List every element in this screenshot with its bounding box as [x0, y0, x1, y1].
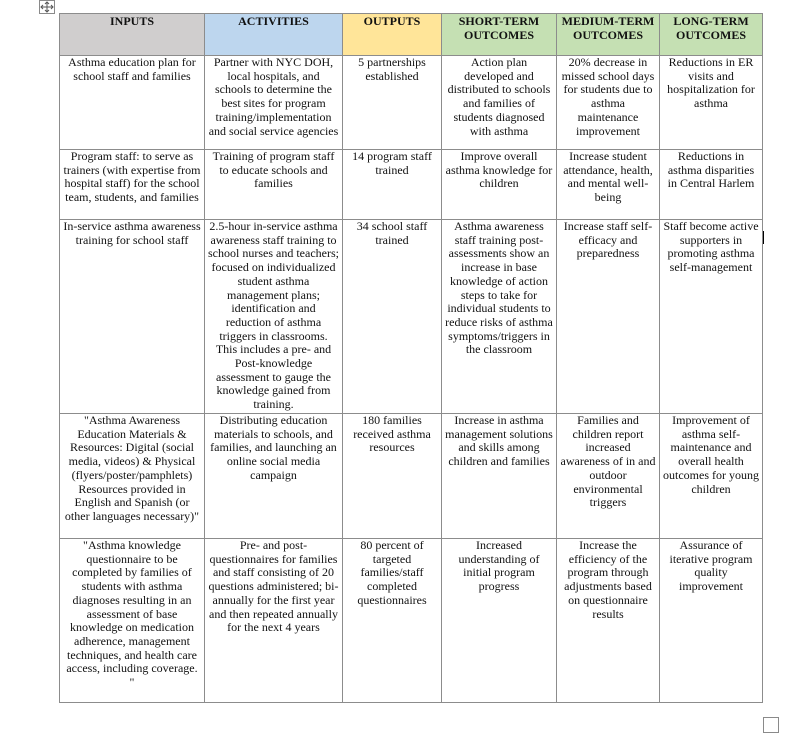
cell-medium-term[interactable]: 20% decrease in missed school days for students due to asthma maintenance improvement: [557, 56, 660, 150]
cell-short-term[interactable]: Improve overall asthma knowledge for children: [442, 150, 557, 220]
cell-inputs[interactable]: "Asthma Awareness Education Materials & Resources: Digital (social media, videos) & Physical (flyers/poster/pamphlets) Resources provided in English and Spanish (or other languages necessary)": [60, 414, 205, 539]
cell-long-term[interactable]: Assurance of iterative program quality improvement: [660, 539, 763, 703]
cell-inputs[interactable]: In-service asthma awareness training for school staff: [60, 220, 205, 414]
cell-inputs[interactable]: "Asthma knowledge questionnaire to be completed by families of students with asthma diagnoses resulting in an assessment of base knowledge on medication adherence, management techniques, and health care access, including coverage. ": [60, 539, 205, 703]
cell-activities[interactable]: Training of program staff to educate schools and families: [205, 150, 343, 220]
table-resize-handle-icon[interactable]: [763, 717, 779, 733]
cell-activities[interactable]: Pre- and post-questionnaires for families and staff consisting of 20 questions administered; bi-annually for the first year and then repeated annually for the next 4 years: [205, 539, 343, 703]
cell-medium-term[interactable]: Increase student attendance, health, and mental well-being: [557, 150, 660, 220]
table-row: [60, 414, 763, 539]
cell-outputs[interactable]: 34 school staff trained: [343, 220, 442, 414]
cell-outputs[interactable]: 80 percent of targeted families/staff completed questionnaires: [343, 539, 442, 703]
cell-activities[interactable]: Partner with NYC DOH, local hospitals, and schools to determine the best sites for program training/implementation and social service agencies: [205, 56, 343, 150]
cell-long-term[interactable]: Improvement of asthma self-maintenance and overall health outcomes for young children: [660, 414, 763, 539]
cell-short-term[interactable]: Asthma awareness staff training post-assessments show an increase in base knowledge of action steps to take for individual students to reduce risks of asthma symptoms/triggers in the classroom: [442, 220, 557, 414]
table-row: [60, 56, 763, 150]
header-long-term-outcomes[interactable]: LONG-TERM OUTCOMES: [660, 14, 763, 56]
cell-short-term[interactable]: Increase in asthma management solutions and skills among children and families: [442, 414, 557, 539]
cell-inputs[interactable]: Asthma education plan for school staff and families: [60, 56, 205, 150]
header-short-term-outcomes[interactable]: SHORT-TERM OUTCOMES: [442, 14, 557, 56]
cell-outputs[interactable]: 5 partnerships established: [343, 56, 442, 150]
cell-activities[interactable]: Distributing education materials to schools, and families, and launching an online social media campaign: [205, 414, 343, 539]
table-row: [60, 220, 763, 414]
header-activities[interactable]: ACTIVITIES: [205, 14, 343, 56]
cell-short-term[interactable]: Action plan developed and distributed to schools and families of students diagnosed with asthma: [442, 56, 557, 150]
cell-outputs[interactable]: 180 families received asthma resources: [343, 414, 442, 539]
table-row: [60, 150, 763, 220]
cell-inputs[interactable]: Program staff: to serve as trainers (with expertise from hospital staff) for the school team, students, and families: [60, 150, 205, 220]
text-cursor: [763, 231, 764, 244]
cell-medium-term[interactable]: Increase staff self-efficacy and preparedness: [557, 220, 660, 414]
cell-short-term[interactable]: Increased understanding of initial program progress: [442, 539, 557, 703]
cell-long-term[interactable]: Staff become active supporters in promoting asthma self-management: [660, 220, 763, 414]
table-move-handle-icon[interactable]: [39, 0, 55, 14]
header-row: [60, 14, 763, 56]
header-outputs[interactable]: OUTPUTS: [343, 14, 442, 56]
header-medium-term-outcomes[interactable]: MEDIUM-TERM OUTCOMES: [557, 14, 660, 56]
cell-long-term[interactable]: Reductions in asthma disparities in Central Harlem: [660, 150, 763, 220]
header-inputs[interactable]: INPUTS: [60, 14, 205, 56]
cell-medium-term[interactable]: Families and children report increased awareness of in and outdoor environmental triggers: [557, 414, 660, 539]
logic-model-table: [59, 13, 763, 703]
cell-long-term[interactable]: Reductions in ER visits and hospitalization for asthma: [660, 56, 763, 150]
table-row: [60, 539, 763, 703]
cell-activities[interactable]: 2.5-hour in-service asthma awareness staff training to school nurses and teachers; focused on individualized student asthma management plans; identification and reduction of asthma triggers in classrooms. This includes a pre- and Post-knowledge assessment to gauge the knowledge gained from training.: [205, 220, 343, 414]
cell-medium-term[interactable]: Increase the efficiency of the program through adjustments based on questionnaire results: [557, 539, 660, 703]
cell-outputs[interactable]: 14 program staff trained: [343, 150, 442, 220]
